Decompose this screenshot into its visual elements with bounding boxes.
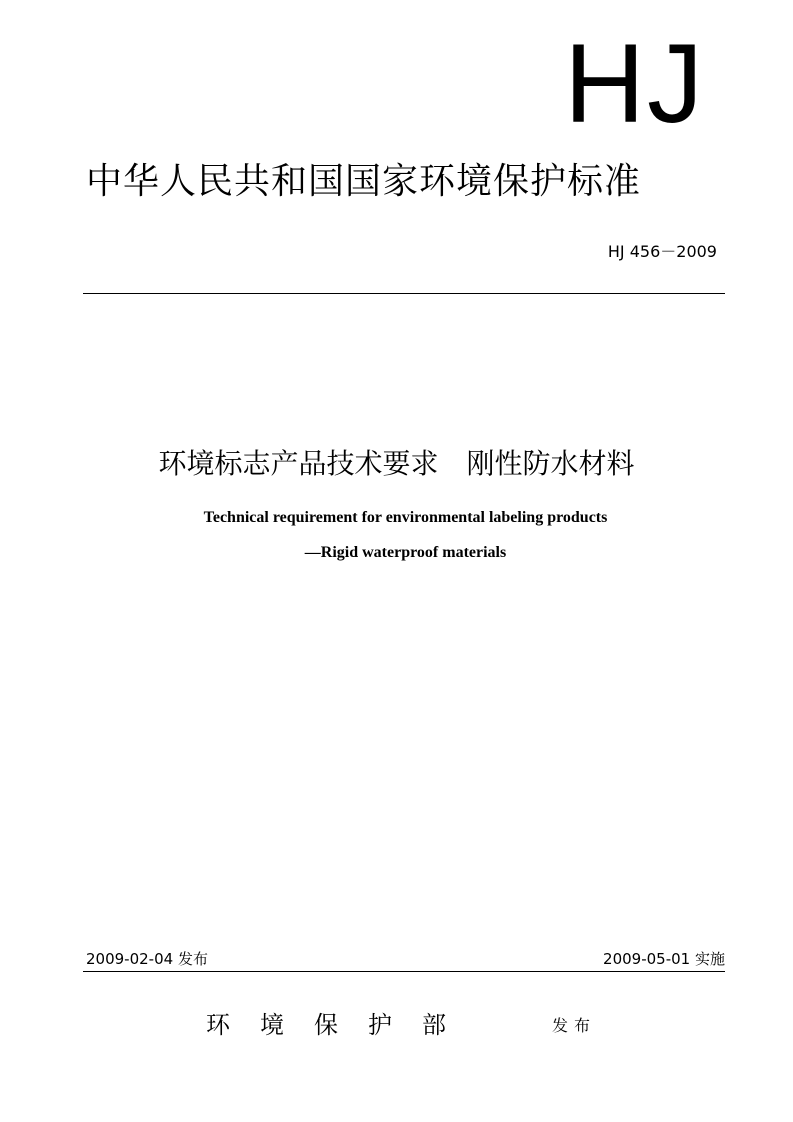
standard-number: HJ 456－2009: [607, 242, 717, 261]
document-title-english-line1: Technical requirement for environmental labeling products: [203, 509, 608, 526]
bottom-divider: [83, 971, 725, 972]
document-title-chinese: 环境标志产品技术要求 刚性防水材料: [158, 447, 635, 480]
top-divider: [83, 293, 725, 294]
implementation-date: 2009-05-01 实施: [603, 950, 725, 968]
issuing-authority: 环境保护部: [206, 1011, 476, 1039]
issuing-authority-suffix: 发布: [552, 1016, 597, 1035]
issue-date: 2009-02-04 发布: [86, 950, 208, 968]
organization-title: 中华人民共和国国家环境保护标准: [86, 161, 642, 202]
document-title-english-line2: —Rigid waterproof materials: [304, 544, 507, 561]
hj-logo: HJ: [564, 21, 705, 146]
